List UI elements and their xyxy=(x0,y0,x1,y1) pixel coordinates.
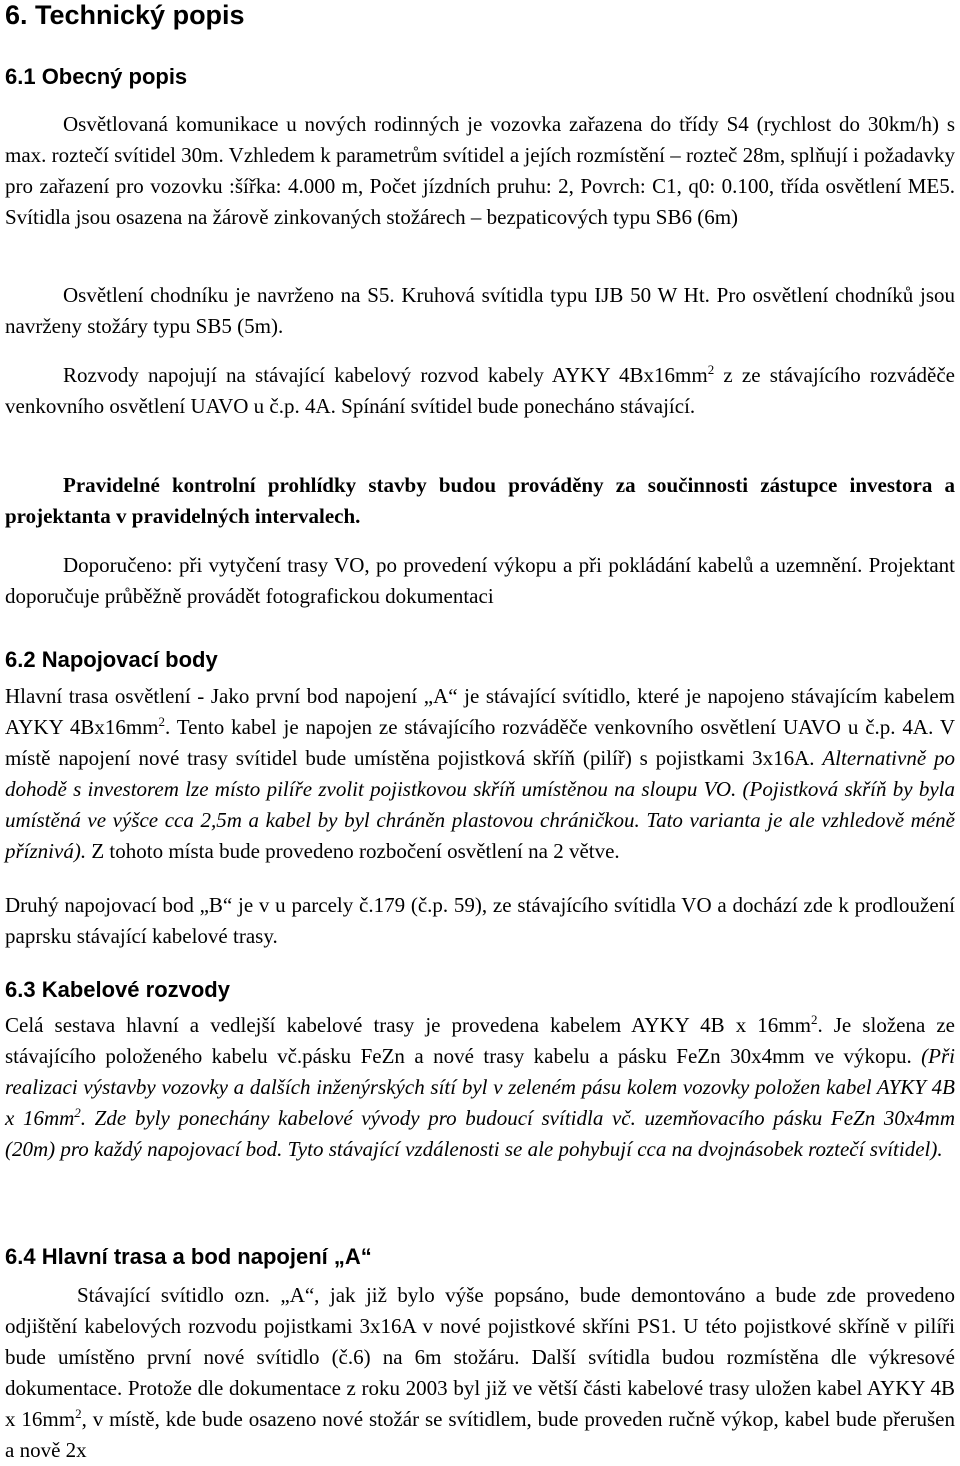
text-run: Rozvody napojují na stávající kabelový rozvod kabely AYKY 4Bx16mm xyxy=(63,363,708,387)
paragraph-6-2-main-route xyxy=(5,681,955,867)
text-run: z ze stávajícího rozváděče venkovního osvětlení UAVO u č.p. 4A. Spínání svítidel bude ponecháno stávající. xyxy=(5,363,955,418)
paragraph-6-3-cable-runs xyxy=(5,1010,955,1165)
paragraph-6-2-point-b: Druhý napojovací bod „B“ je v u parcely č.179 (č.p. 59), ze stávajícího svítidla VO a dochází zde k prodloužení paprsku stávající kabelové trasy. xyxy=(5,893,955,948)
paragraph-6-1-sidewalk: Osvětlení chodníku je navrženo na S5. Kruhová svítidla typu IJB 50 W Ht. Pro osvětlení chodníků jsou navrženy stožáry typu SB5 (5m). xyxy=(5,283,955,338)
superscript: 2 xyxy=(158,714,166,729)
text-run: Stávající svítidlo ozn. „A“, jak již bylo výše popsáno, bude demontováno a bude zde provedeno odjištění kabelových rozvodu pojistkami 3x16A v nové pojistkové skříni PS1. U této pojistkové skříně v pilíři bude umístěno první nové svítidlo (č.6) na 6m stožáru. Další svítidla budou rozmístěna dle výkresové dokumentace. Protože dle dokumentace z roku 2003 byl již ve větší části kabelové trasy uložen kabel AYKY 4B x 16mm xyxy=(5,1283,955,1431)
section-heading: 6. Technický popis xyxy=(5,0,245,30)
paragraph-6-1-recommendation: Doporučeno: při vytyčení trasy VO, po provedení výkopu a při pokládání kabelů a uzemnění. Projektant doporučuje průběžně provádět fotografickou dokumentaci xyxy=(5,553,955,608)
superscript: 2 xyxy=(810,1012,818,1027)
subsection-heading-6-4: 6.4 Hlavní trasa a bod napojení „A“ xyxy=(5,1244,372,1269)
subsection-heading-6-3: 6.3 Kabelové rozvody xyxy=(5,977,230,1002)
text-run: Z tohoto místa bude provedeno rozbočení osvětlení na 2 větve. xyxy=(86,839,620,863)
superscript: 2 xyxy=(75,1406,82,1421)
text-run: Celá sestava hlavní a vedlejší kabelové trasy je provedena kabelem AYKY 4B x 16mm xyxy=(5,1013,811,1037)
paragraph-6-1-inspections: Pravidelné kontrolní prohlídky stavby budou prováděny za součinnosti zástupce investora a projektanta v pravidelných intervalech. xyxy=(5,473,955,528)
paragraph-6-1-general: Osvětlovaná komunikace u nových rodinných je vozovka zařazena do třídy S4 (rychlost do 30km/h) s max. roztečí svítidel 30m. Vzhledem k parametrům svítidel a jejích rozmístění – rozteč 28m, splňují i požadavky pro zařazení pro vozovku :šířka: 4.000 m, Počet jízdních pruhu: 2, Povrch: C1, q0: 0.100, třída osvětlení ME5. Svítidla jsou osazena na žárově zinkovaných stožárech – bezpaticových typu SB6 (6m) xyxy=(5,112,955,229)
paragraph-6-1-cables xyxy=(5,360,955,422)
subsection-heading-6-1: 6.1 Obecný popis xyxy=(5,64,188,89)
superscript: 2 xyxy=(707,362,715,377)
italic-run: Alternativně po dohodě s investorem lze místo pilíře zvolit pojistkovou skříň umístěnou na sloupu VO. (Pojistková skříň by byla umístěná ve výšce cca 2,5m a kabel by byl chráněn plastovou chráničkou. Tato varianta je ale vzhledově méně příznivá). xyxy=(5,746,955,863)
italic-run: . Zde byly ponechány kabelové vývody pro budoucí svítidla vč. uzemňovacího pásku FeZn 30x4mm (20m) pro každý napojovací bod. Tyto stávající vzdálenosti se ale pohybují cca na dvojnásobek roztečí svítidel). xyxy=(5,1106,956,1161)
text-run: Hlavní trasa osvětlení - Jako první bod napojení „A“ je stávající svítidlo, které je napojeno stávajícím kabelem AYKY 4Bx16mm xyxy=(5,684,955,739)
superscript: 2 xyxy=(74,1105,81,1120)
text-run: , v místě, kde bude osazeno nové stožár se svítidlem, bude proveden ručně výkop, kabel bude přerušen a nově 2x xyxy=(5,1407,955,1462)
text-run: . Je složena ze stávajícího položeného kabelu vč.pásku FeZn a nové trasy kabelu a pásku FeZn 30x4mm ve výkopu. xyxy=(5,1013,955,1068)
text-run: . Tento kabel je napojen ze stávajícího rozváděče venkovního osvětlení UAVO u č.p. 4A. V místě napojení nové trasy svítidel bude umístěna pojistková skříň (pilíř) s pojistkami 3x16A. xyxy=(5,715,955,770)
italic-run: (Při realizaci výstavby vozovky a dalších inženýrských sítí byl v zeleném pásu kolem vozovky položen kabel AYKY 4B x 16mm xyxy=(5,1044,955,1130)
paragraph-6-4-main-route xyxy=(5,1280,955,1466)
subsection-heading-6-2: 6.2 Napojovací body xyxy=(5,647,218,672)
